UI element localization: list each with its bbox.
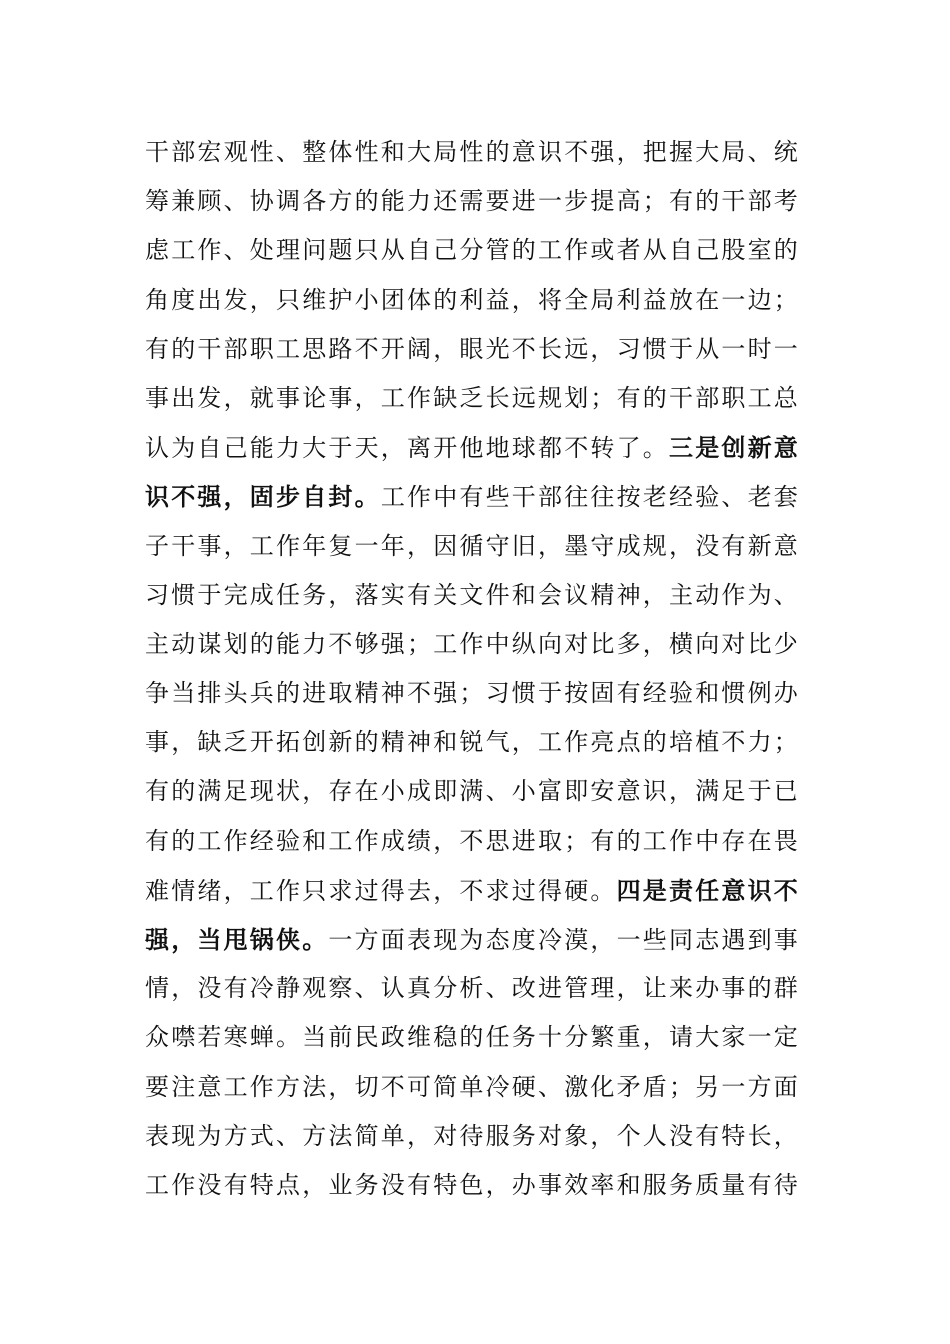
body-text-run: 众噤若寒蝉。当前民政维稳的任务十分繁重，请大家一定 — [145, 1023, 800, 1052]
body-text-run: 难情绪，工作只求过得去，不求过得硬。 — [145, 876, 617, 905]
body-text-run: 有的工作经验和工作成绩，不思进取；有的工作中存在畏 — [145, 826, 800, 855]
body-text-run: 事，缺乏开拓创新的精神和锐气，工作亮点的培植不力； — [145, 728, 800, 757]
text-line — [145, 177, 815, 226]
body-text-run: 子干事，工作年复一年，因循守旧，墨守成规，没有新意 — [145, 531, 800, 560]
body-text-run: 有的满足现状，存在小成即满、小富即安意识，满足于已 — [145, 777, 800, 806]
text-line — [145, 374, 815, 423]
body-text-run: 争当排头兵的进取精神不强；习惯于按固有经验和惯例办 — [145, 679, 800, 708]
body-text-run: 情，没有冷静观察、认真分析、改进管理，让来办事的群 — [145, 974, 800, 1003]
text-line — [145, 1112, 815, 1161]
text-line — [145, 964, 815, 1013]
body-text-run: 要注意工作方法，切不可简单冷硬、激化矛盾；另一方面 — [145, 1072, 800, 1101]
text-line — [145, 571, 815, 620]
text-line — [145, 522, 815, 571]
text-line — [145, 472, 815, 521]
text-line — [145, 767, 815, 816]
text-line — [145, 423, 815, 472]
text-line — [145, 915, 815, 964]
text-line — [145, 325, 815, 374]
body-text-run: 虑工作、处理问题只从自己分管的工作或者从自己股室的 — [145, 236, 800, 265]
body-text-run: 一方面表现为态度冷漠，一些同志遇到事 — [328, 926, 801, 954]
body-text-run: 干部宏观性、整体性和大局性的意识不强，把握大局、统 — [145, 138, 800, 166]
text-line — [145, 718, 815, 767]
text-line — [145, 1161, 815, 1210]
text-line — [145, 226, 815, 275]
body-text-run: 工作没有特点，业务没有特色，办事效率和服务质量有待 — [145, 1170, 800, 1199]
body-text-run: 角度出发，只维护小团体的利益，将全局利益放在一边； — [145, 285, 800, 314]
body-text-run: 事出发，就事论事，工作缺乏长远规划；有的干部职工总 — [145, 383, 800, 412]
body-text-run: 认为自己能力大于天，离开他地球都不转了。 — [145, 434, 669, 463]
bold-heading-text: 识不强，固步自封。 — [145, 482, 381, 512]
body-text-run: 筹兼顾、协调各方的能力还需要进一步提高；有的干部考 — [145, 187, 800, 216]
text-line — [145, 817, 815, 866]
text-line — [145, 128, 815, 177]
body-text — [145, 128, 815, 1210]
text-line — [145, 866, 815, 915]
body-text-run: 有的干部职工思路不开阔，眼光不长远，习惯于从一时一 — [145, 334, 800, 363]
bold-heading-text: 强，当甩锅侠。 — [145, 925, 329, 954]
body-text-run: 习惯于完成任务，落实有关文件和会议精神，主动作为、 — [145, 580, 800, 609]
body-text-run: 工作中有些干部往往按老经验、老套 — [380, 483, 801, 512]
text-line — [145, 276, 815, 325]
bold-heading-text: 三是创新意 — [669, 433, 800, 463]
text-line — [145, 669, 815, 718]
body-text-run: 表现为方式、方法简单，对待服务对象，个人没有特长， — [145, 1121, 800, 1150]
body-text-run: 主动谋划的能力不够强；工作中纵向对比多，横向对比少 — [145, 629, 800, 658]
text-line — [145, 1063, 815, 1112]
bold-heading-text: 四是责任意识不 — [616, 875, 801, 905]
text-line — [145, 1013, 815, 1062]
text-line — [145, 620, 815, 669]
